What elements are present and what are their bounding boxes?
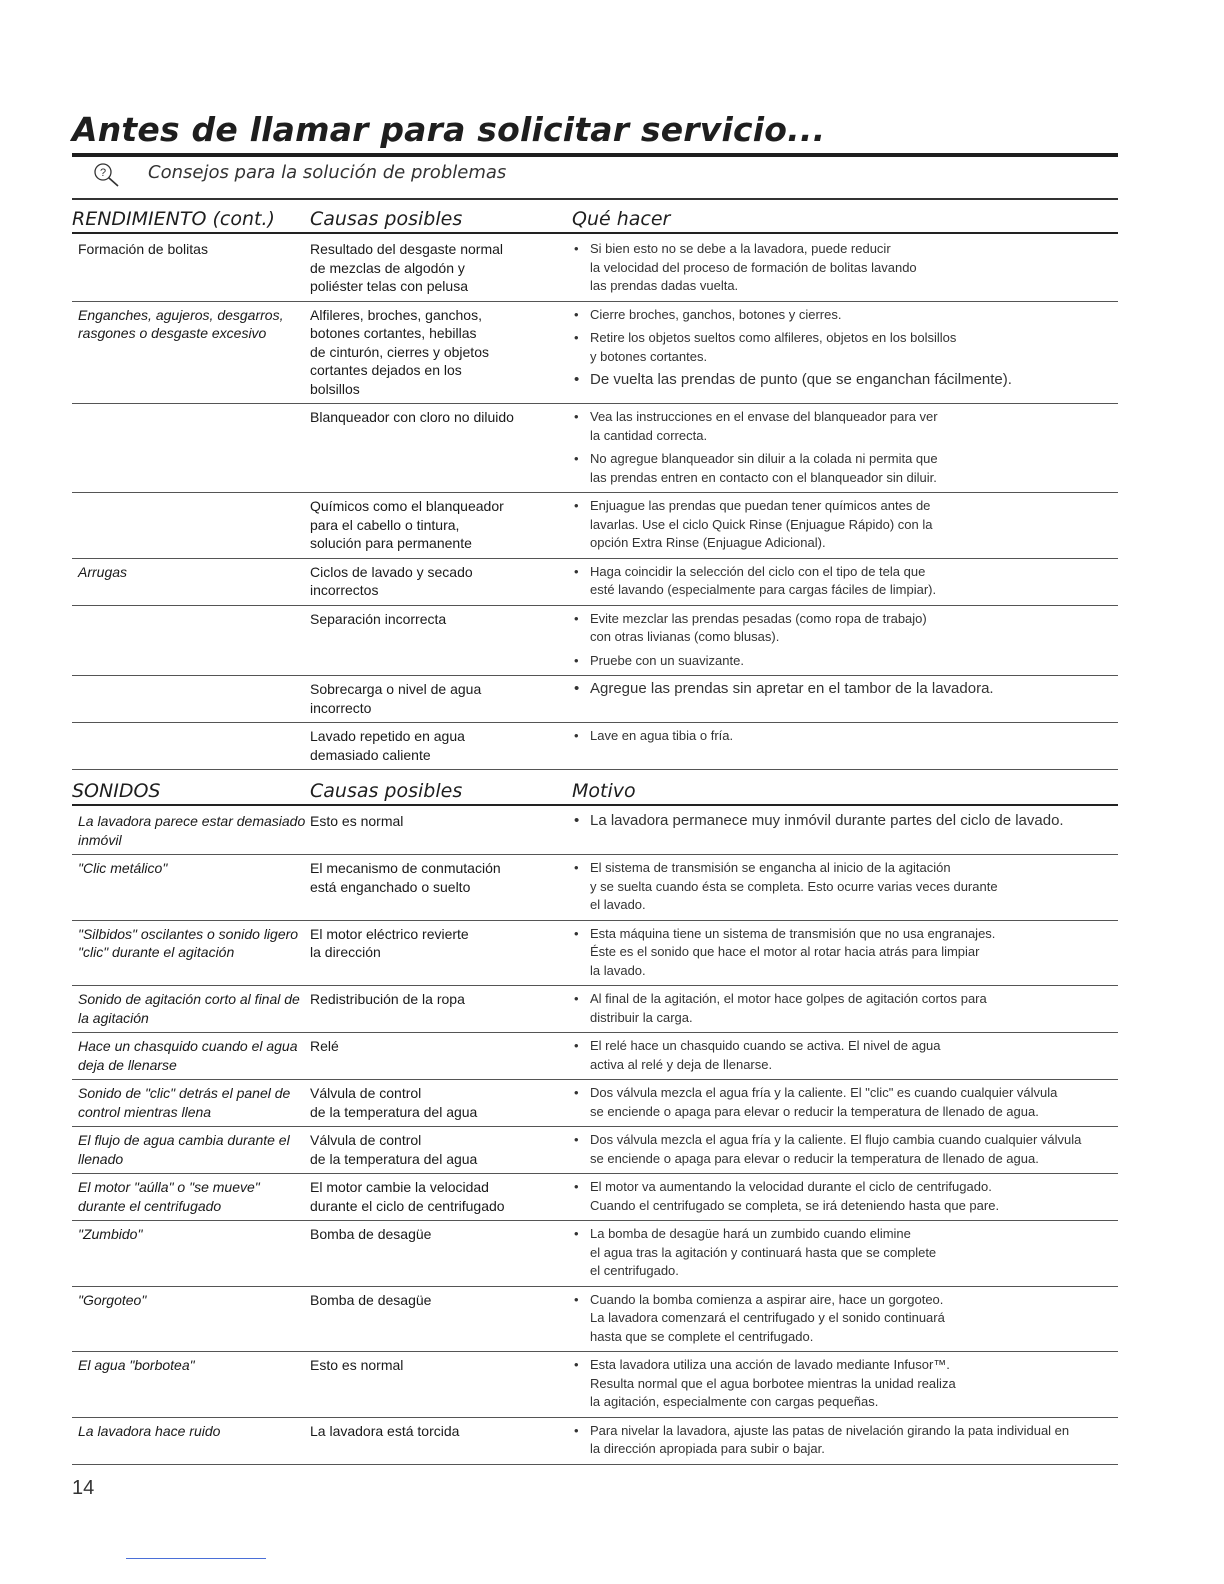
tip-line: y se suelta cuando ésta se completa. Esto ocurre varias veces durante	[590, 878, 998, 894]
cause-cell	[310, 1225, 572, 1281]
tip-line: • Si bien esto no se debe a la lavadora, puede reducir	[590, 241, 891, 256]
cause-line: Válvula de control	[310, 1085, 422, 1101]
tip-line: • Retire los objetos sueltos como alfileres, objetos en los bolsillos	[590, 330, 957, 345]
table-row	[72, 1033, 1118, 1080]
tip-item	[572, 329, 1118, 366]
performance-col-action: Qué hacer	[572, 208, 671, 230]
tip-item	[572, 1037, 1118, 1074]
table-row	[72, 302, 1118, 405]
tip-line: • De vuelta las prendas de punto (que se enganchan fácilmente).	[590, 371, 1012, 388]
table-row	[72, 1352, 1118, 1418]
cause-cell	[310, 306, 572, 399]
problem-cell: Formación de bolitas	[78, 241, 208, 257]
tip-line: Resulta normal que el agua borbotee mientras la unidad realiza	[590, 1375, 956, 1391]
tip-line: hasta que se complete el centrifugado.	[590, 1328, 814, 1344]
cause-cell	[310, 1356, 572, 1412]
tips-cell	[572, 497, 1118, 553]
performance-header	[72, 204, 1118, 234]
title-rule	[72, 153, 1118, 157]
problem-cell: El motor "aúlla" o "se mueve" durante el centrifugado	[78, 1179, 260, 1214]
table-row	[72, 1127, 1118, 1174]
tip-line: activa al relé y deja de llenarse.	[590, 1056, 773, 1072]
cause-line: Redistribución de la ropa	[310, 991, 465, 1007]
tip-line: • Para nivelar la lavadora, ajuste las patas de nivelación girando la pata individual en	[590, 1422, 1070, 1438]
tip-item	[572, 371, 1118, 390]
cause-line: Sobrecarga o nivel de agua	[310, 681, 482, 697]
tip-line: la agitación, especialmente con cargas pequeñas.	[590, 1394, 879, 1409]
tips-cell	[572, 1037, 1118, 1074]
problem-cell	[72, 610, 310, 671]
cause-line: de la temperatura del agua	[310, 1103, 478, 1120]
table-row	[72, 676, 1118, 723]
cause-line: de mezclas de algodón y	[310, 259, 465, 276]
sounds-col-problem: SONIDOS	[72, 780, 161, 802]
problem-cell: "Clic metálico"	[78, 860, 168, 876]
cause-line: Bomba de desagüe	[310, 1291, 432, 1308]
cause-cell	[310, 1084, 572, 1121]
cause-line: El motor eléctrico revierte	[310, 925, 469, 942]
tip-item	[572, 812, 1118, 831]
table-row	[72, 723, 1118, 770]
tip-item	[572, 1178, 1118, 1215]
cause-cell	[310, 408, 572, 487]
cause-line: El motor cambie la velocidad	[310, 1179, 489, 1195]
cause-cell	[310, 1178, 572, 1215]
table-row	[72, 559, 1118, 606]
tip-item	[572, 990, 1118, 1027]
tips-cell	[572, 408, 1118, 487]
performance-col-causes: Causas posibles	[310, 208, 463, 230]
tip-line: Éste es el sonido que hace el motor al rotar hacia atrás para limpiar	[590, 944, 980, 959]
tip-line: con otras livianas (como blusas).	[590, 629, 780, 644]
cause-line: Resultado del desgaste normal	[310, 241, 504, 257]
problem-cell	[72, 408, 310, 487]
cause-line: solución para permanente	[310, 535, 472, 551]
tip-line: • La bomba de desagüe hará un zumbido cuando elimine	[590, 1226, 911, 1241]
problem-cell: La lavadora hace ruido	[78, 1422, 221, 1439]
cause-line: El mecanismo de conmutación	[310, 860, 501, 876]
tip-line: lavarlas. Use el ciclo Quick Rinse (Enjuague Rápido) con la	[590, 516, 933, 532]
tip-item	[572, 240, 1118, 296]
problem-cell: "Zumbido"	[78, 1226, 143, 1242]
cause-cell	[310, 1131, 572, 1168]
problem-cell: Sonido de "clic" detrás el panel de control mientras llena	[78, 1085, 291, 1120]
problem-cell: "Gorgoteo"	[78, 1291, 147, 1308]
tip-line: • El motor va aumentando la velocidad durante el ciclo de centrifugado.	[590, 1179, 992, 1194]
table-row	[72, 606, 1118, 677]
magnifier-question-icon	[92, 162, 122, 188]
tips-cell	[572, 680, 1118, 717]
tip-line: la cantidad correcta.	[590, 427, 708, 443]
table-row	[72, 921, 1118, 987]
cause-cell	[310, 1037, 572, 1074]
tip-item	[572, 925, 1118, 981]
problem-cell	[72, 680, 310, 717]
tips-cell	[572, 1422, 1118, 1459]
table-row	[72, 808, 1118, 855]
svg-text:?: ?	[99, 167, 107, 179]
tip-line: el lavado.	[590, 897, 646, 912]
tip-line: • Pruebe con un suavizante.	[590, 652, 744, 668]
cause-line: Ciclos de lavado y secado	[310, 563, 473, 580]
tip-line: las prendas dadas vuelta.	[590, 278, 739, 293]
problem-cell	[72, 727, 310, 764]
tip-line: el agua tras la agitación y continuará hasta que se complete	[590, 1244, 937, 1260]
tip-item	[572, 727, 1118, 746]
problem-cell: El flujo de agua cambia durante el llenado	[78, 1132, 290, 1167]
cause-line: durante el ciclo de centrifugado	[310, 1197, 505, 1214]
cause-line: Lavado repetido en agua	[310, 728, 465, 744]
tips-cell	[572, 1291, 1118, 1347]
cause-line: Químicos como el blanqueador	[310, 498, 504, 514]
tip-line: distribuir la carga.	[590, 1009, 693, 1025]
cause-line: incorrecto	[310, 699, 372, 716]
tips-cell	[572, 990, 1118, 1027]
tips-cell	[572, 1178, 1118, 1215]
subtitle-rule	[72, 198, 1118, 200]
table-row	[72, 404, 1118, 493]
tip-line: • El relé hace un chasquido cuando se activa. El nivel de agua	[590, 1038, 941, 1053]
tip-line: • Lave en agua tibia o fría.	[590, 728, 734, 743]
page-subtitle: Consejos para la solución de problemas	[148, 162, 507, 183]
cause-line: Válvula de control	[310, 1132, 422, 1148]
tip-item	[572, 652, 1118, 671]
cause-cell	[310, 680, 572, 717]
tip-line: esté lavando (especialmente para cargas fáciles de limpiar).	[590, 582, 937, 597]
tip-item	[572, 680, 1118, 699]
tip-item	[572, 497, 1118, 553]
table-row	[72, 1174, 1118, 1221]
tip-line: • Esta lavadora utiliza una acción de lavado mediante Infusor™.	[590, 1357, 950, 1372]
tip-line: la lavado.	[590, 962, 646, 978]
sounds-header	[72, 776, 1118, 806]
tips-cell	[572, 563, 1118, 600]
tip-item	[572, 1084, 1118, 1121]
cause-cell	[310, 990, 572, 1027]
cause-line: La lavadora está torcida	[310, 1422, 460, 1439]
cause-cell	[310, 497, 572, 553]
table-row	[72, 1287, 1118, 1353]
tip-line: el centrifugado.	[590, 1263, 679, 1278]
sounds-table	[72, 808, 1118, 1465]
cause-cell	[310, 1291, 572, 1347]
table-row	[72, 1221, 1118, 1287]
tips-cell	[572, 240, 1118, 296]
tips-cell	[572, 306, 1118, 399]
tip-line: y botones cortantes.	[590, 348, 708, 364]
tip-line: • Vea las instrucciones en el envase del blanqueador para ver	[590, 409, 938, 424]
tip-line: • Cuando la bomba comienza a aspirar aire, hace un gorgoteo.	[590, 1291, 944, 1307]
tip-item	[572, 1422, 1118, 1459]
tips-cell	[572, 727, 1118, 764]
tip-item	[572, 408, 1118, 445]
table-row	[72, 493, 1118, 559]
tips-cell	[572, 1225, 1118, 1281]
cause-line: Esto es normal	[310, 813, 404, 829]
cause-cell	[310, 812, 572, 849]
tip-item	[572, 450, 1118, 487]
cause-line: incorrectos	[310, 582, 379, 598]
problem-cell: Sonido de agitación corto al final de la agitación	[78, 991, 300, 1026]
table-row	[72, 236, 1118, 302]
cause-line: Blanqueador con cloro no diluido	[310, 409, 514, 425]
tips-cell	[572, 925, 1118, 981]
tip-line: • Esta máquina tiene un sistema de transmisión que no usa engranajes.	[590, 925, 996, 941]
tip-line: la dirección apropiada para subir o bajar.	[590, 1441, 825, 1456]
tip-line: • El sistema de transmisión se engancha al inicio de la agitación	[590, 860, 951, 875]
problem-cell: Hace un chasquido cuando el agua deja de llenarse	[78, 1038, 298, 1073]
table-row	[72, 1080, 1118, 1127]
cause-line: Esto es normal	[310, 1357, 404, 1373]
cause-cell	[310, 859, 572, 915]
tip-line: las prendas entren en contacto con el blanqueador sin diluir.	[590, 469, 937, 485]
tip-item	[572, 1356, 1118, 1412]
problem-cell	[72, 497, 310, 553]
cause-line: bolsillos	[310, 380, 360, 397]
tip-line: • La lavadora permanece muy inmóvil durante partes del ciclo de lavado.	[590, 812, 1064, 829]
cause-cell	[310, 727, 572, 764]
tip-item	[572, 1131, 1118, 1168]
cause-line: de la temperatura del agua	[310, 1150, 478, 1167]
cause-cell	[310, 240, 572, 296]
bottom-rule	[126, 1558, 266, 1559]
cause-line: Alfileres, broches, ganchos,	[310, 306, 482, 323]
tip-line: • Cierre broches, ganchos, botones y cierres.	[590, 306, 842, 322]
cause-line: cortantes dejados en los	[310, 362, 462, 378]
tips-cell	[572, 1131, 1118, 1168]
performance-col-problem: RENDIMIENTO (cont.)	[72, 208, 275, 230]
problem-cell: El agua "borbotea"	[78, 1357, 195, 1373]
tip-line: • Dos válvula mezcla el agua fría y la caliente. El "clic" es cuando cualquier válvula	[590, 1085, 1058, 1100]
tip-line: opción Extra Rinse (Enjuague Adicional).	[590, 535, 826, 550]
tip-item	[572, 859, 1118, 915]
tip-line: • Al final de la agitación, el motor hace golpes de agitación cortos para	[590, 991, 987, 1006]
problem-cell: Arrugas	[78, 563, 128, 580]
tip-item	[572, 1225, 1118, 1281]
tip-item	[572, 1291, 1118, 1347]
cause-line: de cinturón, cierres y objetos	[310, 343, 489, 360]
problem-cell: Enganches, agujeros, desgarros, rasgones o desgaste excesivo	[78, 306, 284, 341]
performance-table	[72, 236, 1118, 770]
table-row	[72, 1418, 1118, 1465]
tip-line: se enciende o apaga para elevar o reducir la temperatura de llenado de agua.	[590, 1150, 1039, 1166]
page-title: Antes de llamar para solicitar servicio...	[72, 110, 826, 149]
tips-cell	[572, 1084, 1118, 1121]
tip-line: • No agregue blanqueador sin diluir a la colada ni permita que	[590, 451, 938, 466]
tip-line: La lavadora comenzará el centrifugado y el sonido continuará	[590, 1310, 945, 1325]
problem-cell: "Silbidos" oscilantes o sonido ligero "clic" durante el agitación	[78, 925, 299, 960]
tips-cell	[572, 610, 1118, 671]
tip-item	[572, 306, 1118, 325]
cause-line: botones cortantes, hebillas	[310, 325, 477, 341]
cause-line: Relé	[310, 1038, 339, 1054]
cause-line: Bomba de desagüe	[310, 1226, 432, 1242]
tip-line: se enciende o apaga para elevar o reducir la temperatura de llenado de agua.	[590, 1103, 1039, 1119]
tips-cell	[572, 812, 1118, 849]
tip-line: Cuando el centrifugado se completa, se irá deteniendo hasta que pare.	[590, 1197, 1000, 1213]
cause-line: para el cabello o tintura,	[310, 516, 460, 533]
cause-cell	[310, 925, 572, 981]
sounds-col-reason: Motivo	[572, 780, 636, 802]
tips-cell	[572, 1356, 1118, 1412]
cause-cell	[310, 1422, 572, 1459]
cause-line: poliéster telas con pelusa	[310, 278, 468, 294]
tip-line: • Evite mezclar las prendas pesadas (como ropa de trabajo)	[590, 610, 927, 626]
tips-cell	[572, 859, 1118, 915]
tip-line: la velocidad del proceso de formación de bolitas lavando	[590, 259, 917, 275]
tip-item	[572, 563, 1118, 600]
table-row	[72, 855, 1118, 921]
tip-item	[572, 610, 1118, 647]
tip-line: • Dos válvula mezcla el agua fría y la caliente. El flujo cambia cuando cualquier válvula	[590, 1132, 1082, 1147]
cause-line: demasiado caliente	[310, 746, 431, 763]
cause-cell	[310, 563, 572, 600]
subtitle-row	[92, 160, 1092, 186]
sounds-col-causes: Causas posibles	[310, 780, 463, 802]
table-row	[72, 986, 1118, 1033]
tip-line: • Enjuague las prendas que puedan tener químicos antes de	[590, 498, 931, 513]
page-number: 14	[72, 1477, 95, 1499]
problem-cell: La lavadora parece estar demasiado inmóvil	[78, 813, 306, 848]
cause-line: Separación incorrecta	[310, 610, 447, 627]
tip-line: • Haga coincidir la selección del ciclo con el tipo de tela que	[590, 563, 926, 579]
cause-cell	[310, 610, 572, 671]
cause-line: la dirección	[310, 944, 381, 960]
cause-line: está enganchado o suelto	[310, 878, 471, 895]
tip-line: • Agregue las prendas sin apretar en el tambor de la lavadora.	[590, 680, 994, 697]
